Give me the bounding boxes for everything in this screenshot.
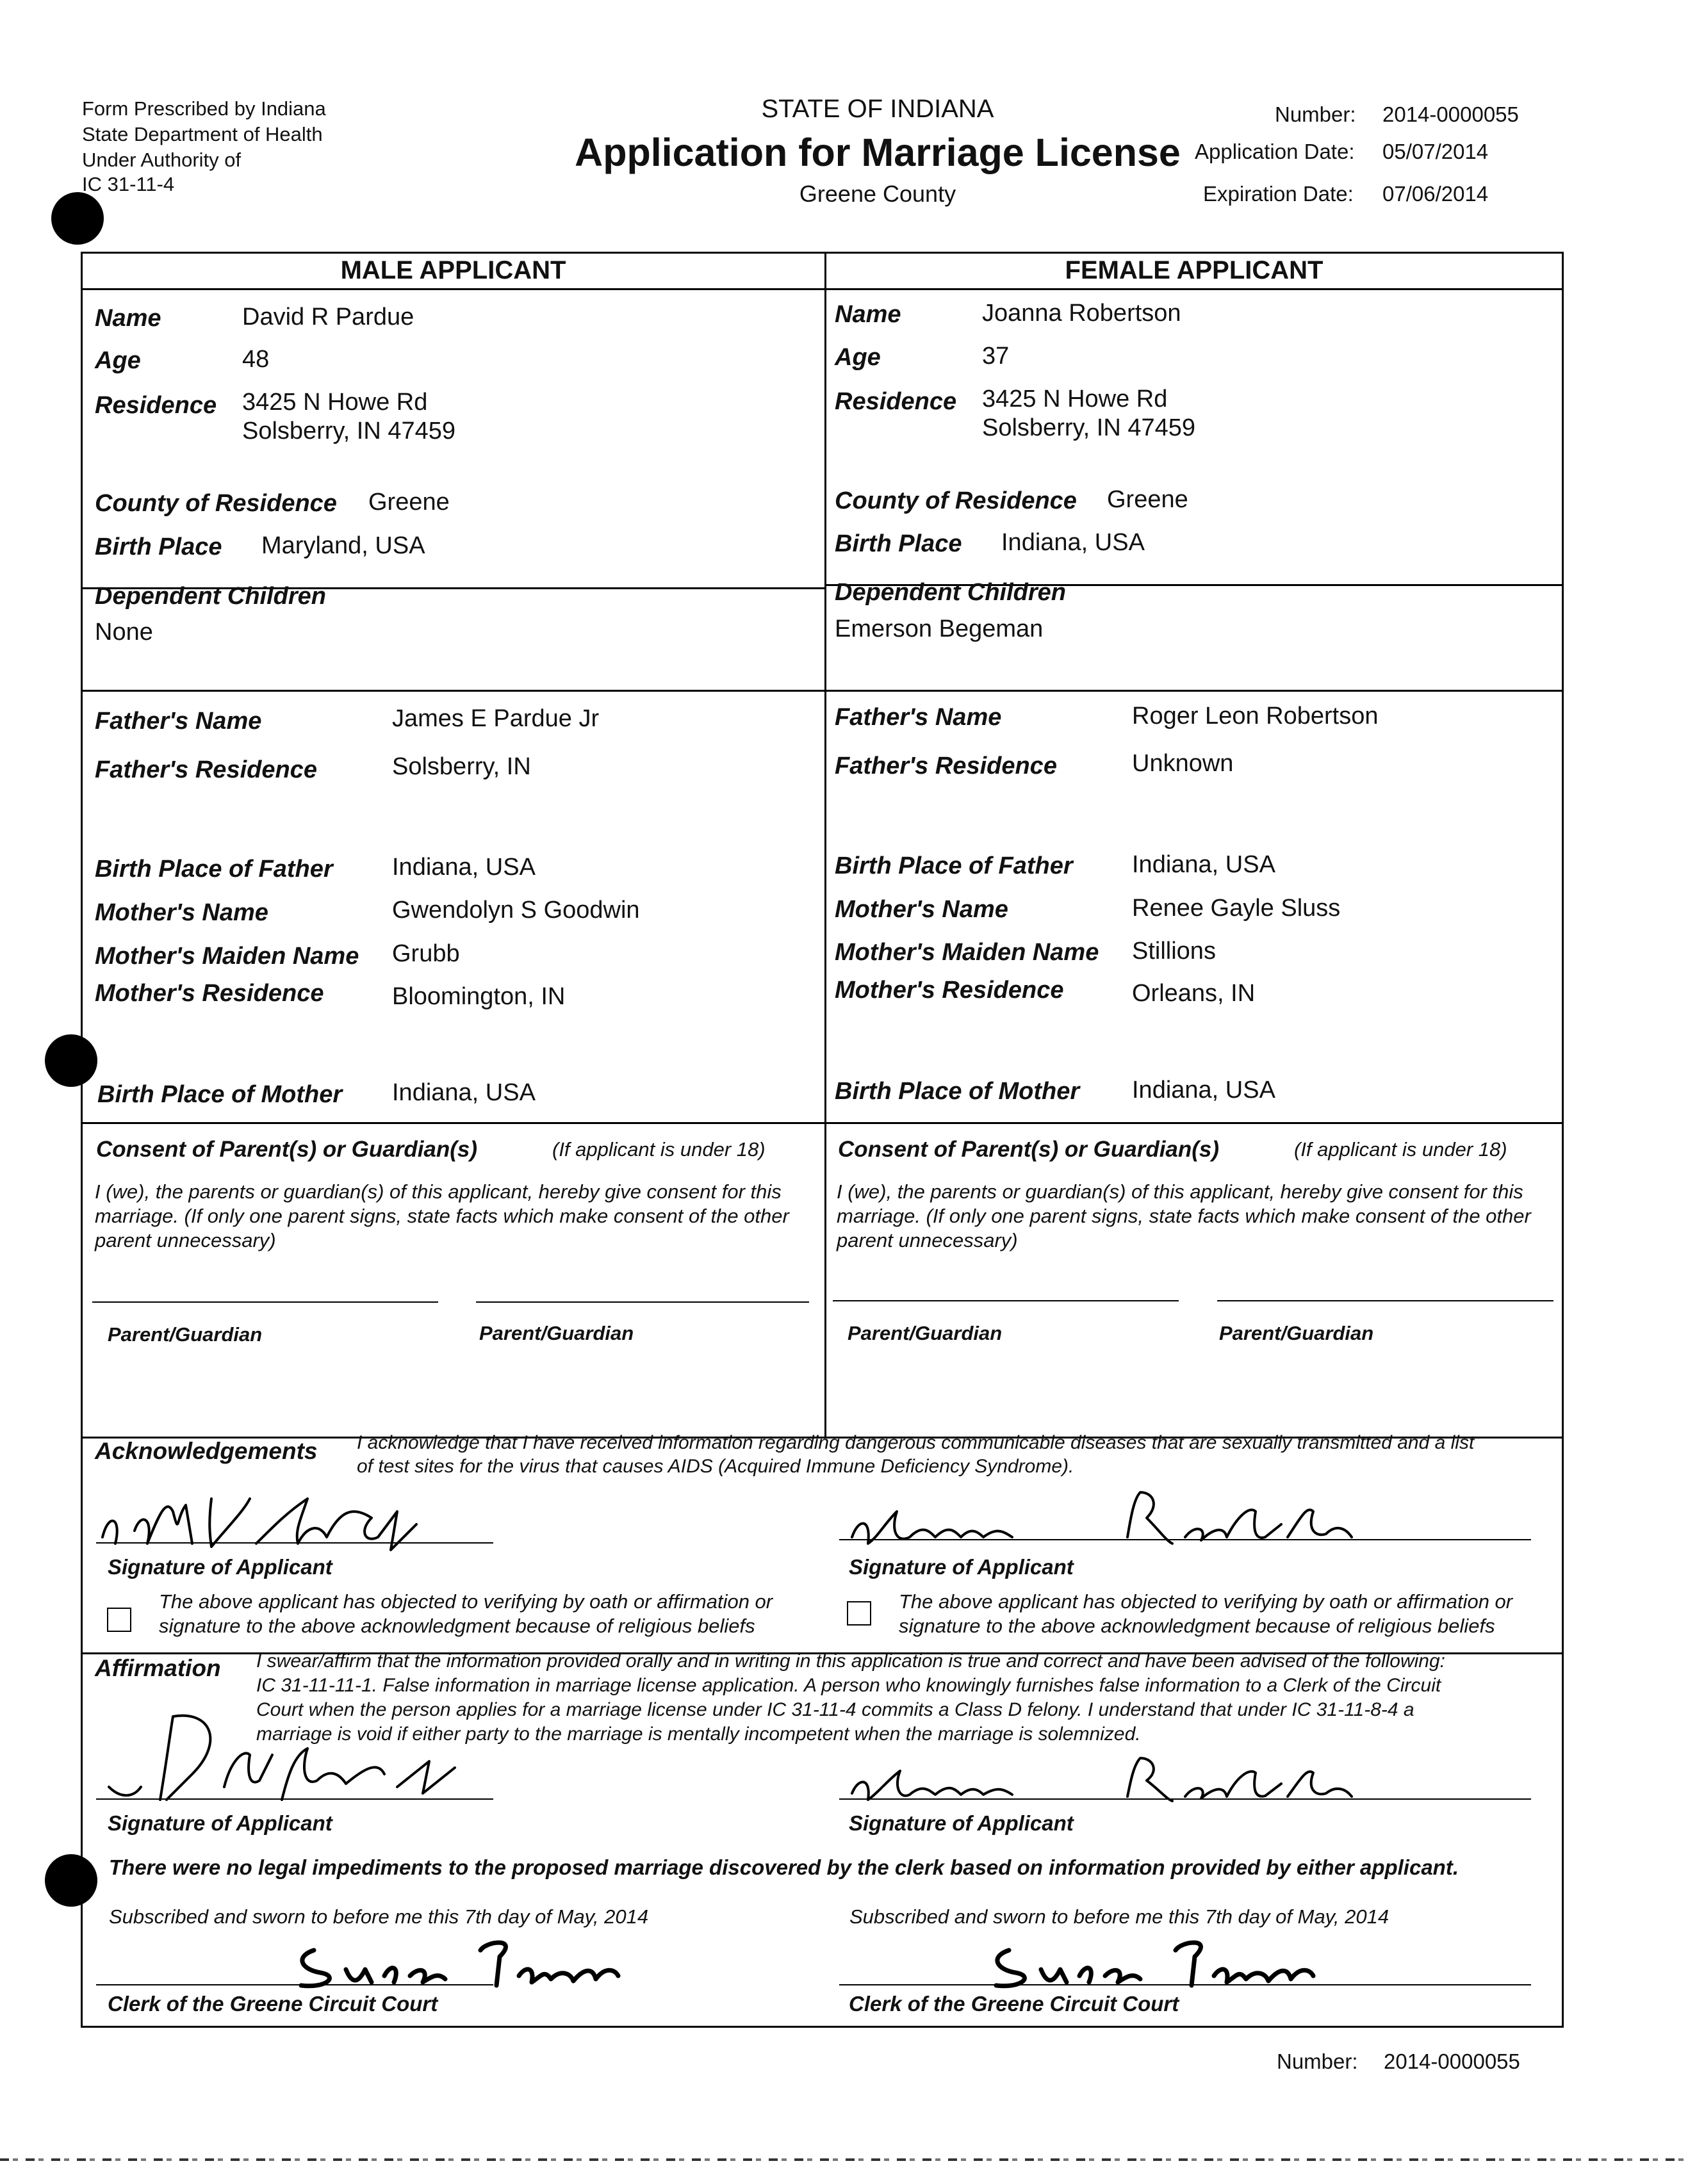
signature-line[interactable] — [96, 1542, 493, 1544]
age-label: Age — [835, 344, 881, 371]
male-name: David R Pardue — [242, 304, 414, 330]
expiration-date-label: Expiration Date: — [1203, 182, 1354, 206]
age-label: Age — [95, 347, 141, 374]
mothers-residence-label: Mother's Residence — [95, 980, 324, 1007]
affirmation-line: Court when the person applies for a marriage license under IC 31-11-4 commits a Class D felony. I understand that under IC 31-11-8-4 a — [256, 1699, 1414, 1720]
female-residence-line2: Solsberry, IN 47459 — [982, 414, 1196, 441]
punch-hole-top — [51, 192, 104, 245]
female-mothers-name: Renee Gayle Sluss — [1132, 895, 1341, 922]
male-birth-place-of-father: Indiana, USA — [392, 854, 536, 881]
male-residence-line2: Solsberry, IN 47459 — [242, 418, 456, 444]
female-mothers-maiden-name: Stillions — [1132, 938, 1216, 965]
female-fathers-name: Roger Leon Robertson — [1132, 703, 1379, 729]
number-value: 2014-0000055 — [1382, 102, 1519, 126]
page-title: Application for Marriage License — [575, 131, 1181, 174]
affirmation-line: IC 31-11-11-1. False information in marriage license application. A person who knowingly furnishes false information to a Clerk of the Circuit — [256, 1675, 1441, 1696]
dependent-children-label: Dependent Children — [835, 579, 1067, 606]
county-heading: Greene County — [799, 181, 956, 207]
county-of-residence-label: County of Residence — [95, 490, 337, 517]
parent-guardian-signature-line[interactable] — [92, 1301, 438, 1303]
male-dependent-children: None — [95, 619, 153, 646]
clerk-label: Clerk of the Greene Circuit Court — [108, 1992, 438, 2016]
fathers-name-label: Father's Name — [835, 704, 1002, 731]
state-heading: STATE OF INDIANA — [761, 95, 994, 123]
male-applicant-heading: MALE APPLICANT — [340, 256, 566, 284]
number-label: Number: — [1275, 102, 1356, 126]
male-affirmation-signature — [96, 1691, 506, 1813]
female-dependent-children: Emerson Begeman — [835, 615, 1044, 642]
residence-label: Residence — [835, 388, 957, 415]
consent-text: I (we), the parents or guardian(s) of this applicant, hereby give consent for this marriage. (If only one parent signs, state facts which make consent of the other parent unnecessary) — [837, 1180, 1531, 1251]
male-religious-objection-checkbox[interactable] — [107, 1608, 131, 1632]
male-mothers-residence: Bloomington, IN — [392, 983, 566, 1010]
male-mothers-maiden-name: Grubb — [392, 940, 460, 967]
female-birth-place-of-mother: Indiana, USA — [1132, 1077, 1275, 1104]
fathers-residence-label: Father's Residence — [95, 756, 317, 783]
signature-line[interactable] — [96, 1798, 493, 1800]
parent-guardian-signature-line[interactable] — [476, 1301, 809, 1303]
birth-place-label: Birth Place — [95, 534, 222, 560]
signature-line[interactable] — [96, 1984, 493, 1985]
signature-of-applicant-label: Signature of Applicant — [849, 1555, 1074, 1579]
name-label: Name — [835, 301, 901, 328]
application-date-value: 05/07/2014 — [1382, 140, 1489, 163]
mothers-name-label: Mother's Name — [835, 896, 1008, 923]
parent-guardian-label: Parent/Guardian — [108, 1323, 263, 1346]
signature-of-applicant-label: Signature of Applicant — [849, 1811, 1074, 1835]
female-residence-line1: 3425 N Howe Rd — [982, 386, 1168, 412]
mothers-name-label: Mother's Name — [95, 899, 268, 926]
female-county: Greene — [1107, 486, 1188, 513]
affirmation-line: marriage is void if either party to the marriage is mentally incompetent when the marriage is solemnized. — [256, 1724, 1141, 1745]
parent-guardian-label: Parent/Guardian — [848, 1322, 1003, 1344]
male-fathers-residence: Solsberry, IN — [392, 753, 531, 780]
county-of-residence-label: County of Residence — [835, 487, 1077, 514]
mothers-residence-label: Mother's Residence — [835, 977, 1064, 1004]
consent-title: Consent of Parent(s) or Guardian(s) — [96, 1137, 478, 1162]
consent-note: (If applicant is under 18) — [552, 1138, 766, 1161]
expiration-date-value: 07/06/2014 — [1382, 182, 1489, 206]
female-mothers-residence: Orleans, IN — [1132, 980, 1256, 1007]
parent-guardian-label: Parent/Guardian — [1219, 1322, 1374, 1344]
prescribed-line: State Department of Health — [82, 123, 323, 145]
fathers-name-label: Father's Name — [95, 708, 262, 735]
acknowledgements-text-line1: I acknowledge that I have received information regarding dangerous communicable diseases that are sexually transmitted and a list — [357, 1432, 1475, 1453]
no-impediments-statement: There were no legal impediments to the proposed marriage discovered by the clerk based on information provided by either applicant. — [109, 1855, 1459, 1879]
signature-of-applicant-label: Signature of Applicant — [108, 1555, 332, 1579]
birth-place-label: Birth Place — [835, 530, 962, 557]
female-age: 37 — [982, 343, 1010, 370]
female-sworn-text: Subscribed and sworn to before me this 7th day of May, 2014 — [849, 1905, 1389, 1928]
female-affirmation-signature — [839, 1742, 1364, 1813]
residence-label: Residence — [95, 392, 217, 419]
birth-place-of-mother-label: Birth Place of Mother — [835, 1078, 1080, 1105]
signature-line[interactable] — [839, 1984, 1531, 1985]
female-acknowledgement-signature — [839, 1473, 1364, 1556]
male-residence-line1: 3425 N Howe Rd — [242, 389, 428, 416]
scan-artifact-line — [0, 2158, 1688, 2161]
acknowledgements-title: Acknowledgements — [95, 1438, 318, 1464]
male-acknowledgement-signature — [96, 1473, 506, 1556]
footer-number-label: Number: — [1277, 2050, 1358, 2073]
female-fathers-residence: Unknown — [1132, 750, 1234, 777]
mothers-maiden-name-label: Mother's Maiden Name — [95, 943, 359, 970]
male-county: Greene — [368, 489, 450, 516]
male-birth-place: Maryland, USA — [261, 532, 425, 559]
signature-line[interactable] — [839, 1798, 1531, 1800]
footer-number-value: 2014-0000055 — [1384, 2050, 1520, 2073]
consent-text: I (we), the parents or guardian(s) of this applicant, hereby give consent for this marriage. (If only one parent signs, state facts which make consent of the other parent unnecessary) — [95, 1180, 789, 1251]
male-mothers-name: Gwendolyn S Goodwin — [392, 897, 640, 924]
fathers-residence-label: Father's Residence — [835, 753, 1057, 779]
punch-hole-middle — [45, 1034, 97, 1087]
birth-place-of-mother-label: Birth Place of Mother — [97, 1081, 343, 1108]
consent-note: (If applicant is under 18) — [1294, 1138, 1507, 1161]
female-birth-place-of-father: Indiana, USA — [1132, 851, 1275, 878]
signature-line[interactable] — [839, 1539, 1531, 1540]
birth-place-of-father-label: Birth Place of Father — [835, 852, 1073, 879]
acknowledgements-text-line2: of test sites for the virus that causes AIDS (Acquired Immune Deficiency Syndrome). — [357, 1456, 1074, 1477]
male-birth-place-of-mother: Indiana, USA — [392, 1079, 536, 1106]
affirmation-title: Affirmation — [95, 1655, 221, 1681]
male-sworn-text: Subscribed and sworn to before me this 7th day of May, 2014 — [109, 1905, 649, 1928]
birth-place-of-father-label: Birth Place of Father — [95, 856, 333, 883]
mothers-maiden-name-label: Mother's Maiden Name — [835, 939, 1099, 966]
religious-objection-text: The above applicant has objected to verifying by oath or affirmation or signature to the above acknowledgment because of religious beliefs — [159, 1590, 773, 1637]
parent-guardian-signature-line[interactable] — [833, 1300, 1179, 1301]
punch-hole-bottom — [45, 1854, 97, 1907]
affirmation-line: I swear/affirm that the information provided orally and in writing in this application is true and correct and have been advised of the following: — [256, 1650, 1446, 1672]
signature-of-applicant-label: Signature of Applicant — [108, 1811, 332, 1835]
dependent-children-label: Dependent Children — [95, 583, 327, 610]
female-birth-place: Indiana, USA — [1001, 529, 1145, 556]
male-fathers-name: James E Pardue Jr — [392, 705, 600, 732]
prescribed-line: IC 31-11-4 — [82, 173, 175, 195]
male-age: 48 — [242, 346, 270, 373]
consent-title: Consent of Parent(s) or Guardian(s) — [838, 1137, 1220, 1162]
prescribed-line: Under Authority of — [82, 149, 242, 171]
prescribed-line: Form Prescribed by Indiana — [82, 97, 326, 120]
female-religious-objection-checkbox[interactable] — [847, 1601, 871, 1626]
parent-guardian-signature-line[interactable] — [1217, 1300, 1553, 1301]
female-applicant-heading: FEMALE APPLICANT — [1065, 256, 1323, 284]
application-date-label: Application Date: — [1195, 140, 1355, 163]
parent-guardian-label: Parent/Guardian — [479, 1322, 634, 1344]
clerk-label: Clerk of the Greene Circuit Court — [849, 1992, 1179, 2016]
name-label: Name — [95, 305, 161, 332]
female-name: Joanna Robertson — [982, 300, 1181, 327]
religious-objection-text: The above applicant has objected to verifying by oath or affirmation or signature to the above acknowledgment because of religious beliefs — [899, 1590, 1513, 1637]
